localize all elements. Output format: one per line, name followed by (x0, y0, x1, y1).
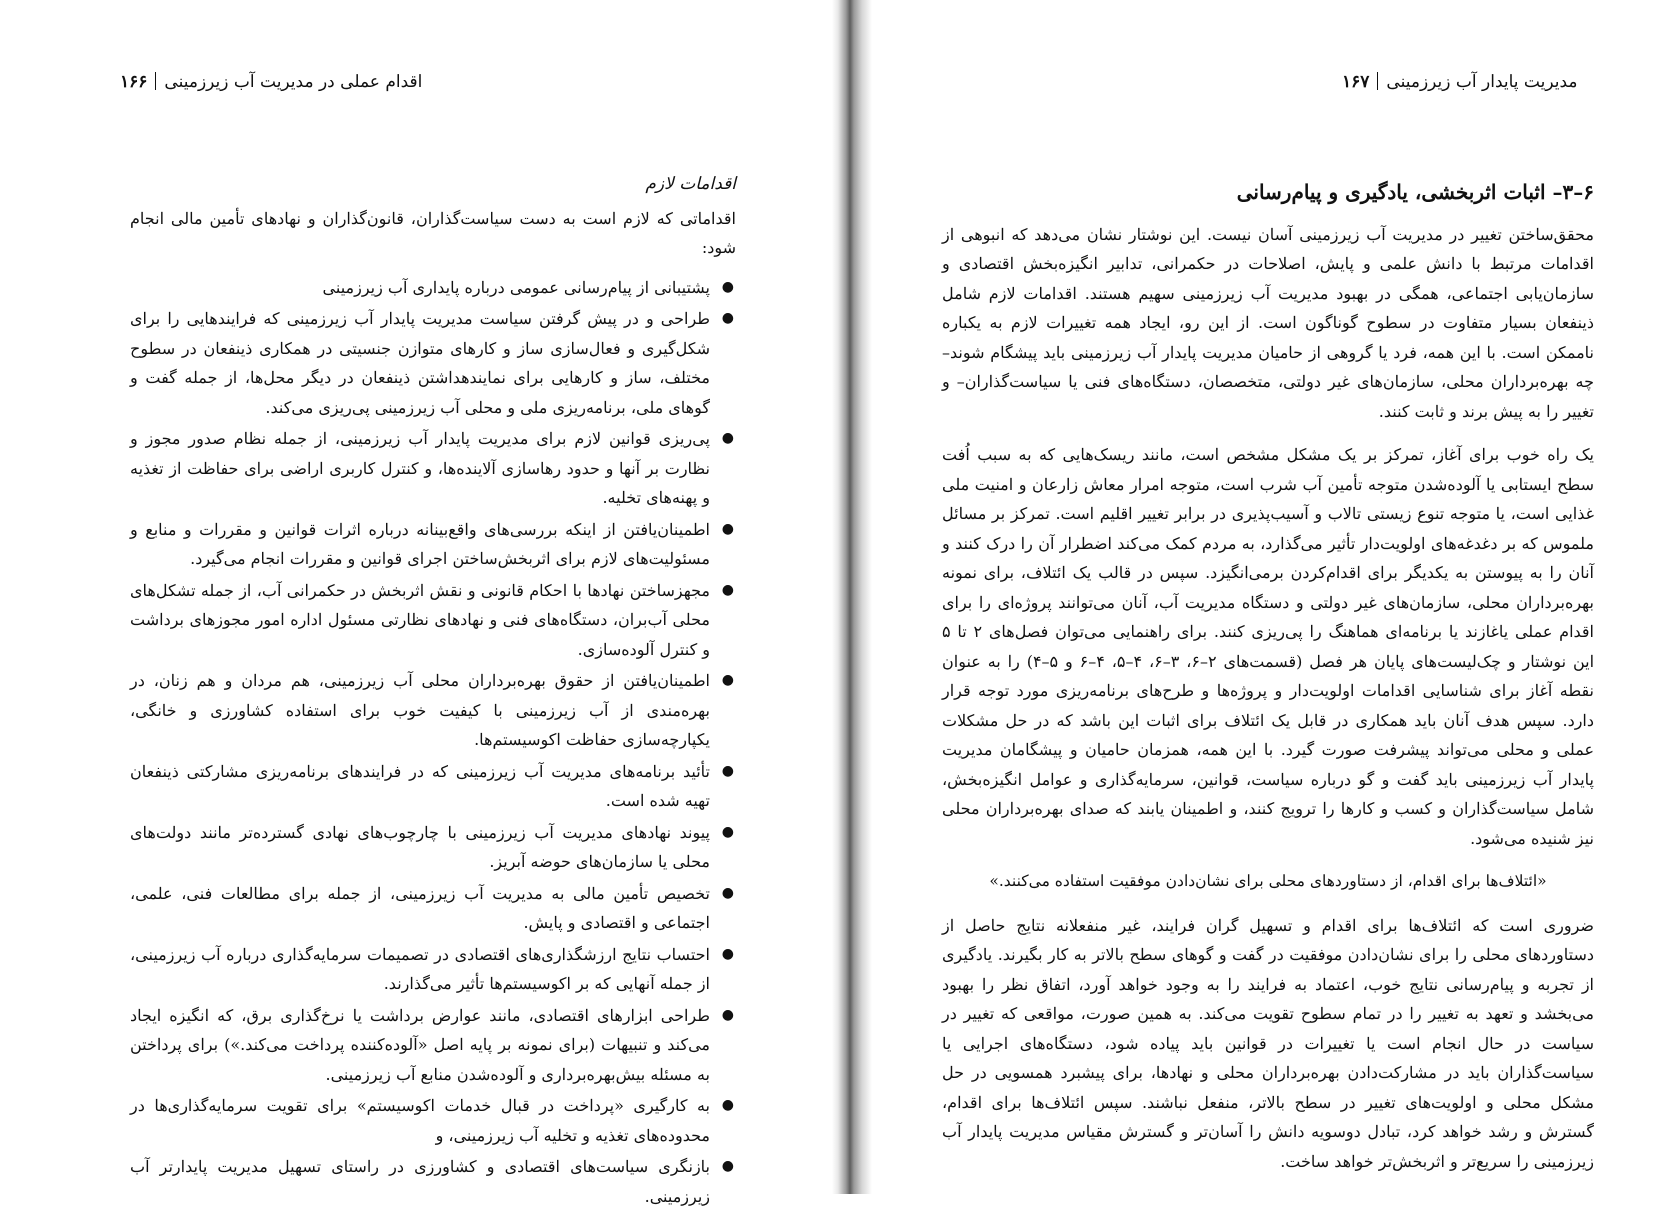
list-item-text: پیوند نهادهای مدیریت آب زیرزمینی با چارچوب‌های نهادی گسترده‌تر مانند دولت‌های محلی یا سازمان‌های حوضه آبریز. (130, 822, 710, 871)
bullet-icon: ● (721, 520, 734, 537)
list-item-text: اطمینان‌یافتن از اینکه بررسی‌های واقع‌بینانه درباره اثرات قوانین و مقررات و منابع و مسئولیت‌های لازم برای اثربخش‌ساختن اجرای قوانین و مقررات انجام می‌گیرد. (130, 519, 710, 568)
bullet-icon: ● (721, 1006, 734, 1023)
list-item (130, 424, 736, 513)
list-item-text: احتساب نتایج ارزشگذاری‌های اقتصادی در تصمیمات سرمایه‌گذاری درباره آب زیرزمینی، از جمله آنهایی که بر اکوسیستم‌ها تأثیر می‌گذارند. (130, 944, 710, 993)
bullet-icon: ● (721, 884, 734, 901)
list-item-text: مجهزساختن نهادها با احکام قانونی و نقش اثربخش در حکمرانی آب، از جمله تشکل‌های محلی آب‌بران، دستگاه‌های فنی و نهادهای نظارتی مسئول اداره امور مجوزهای برداشت و کنترل آلوده‌سازی. (130, 580, 710, 659)
list-item-text: پشتیبانی از پیام‌رسانی عمومی درباره پایداری آب زیرزمینی (322, 277, 710, 297)
list-item (130, 879, 736, 938)
list-item (130, 818, 736, 877)
list-item (130, 940, 736, 999)
list-item-text: تأئید برنامه‌های مدیریت آب زیرزمینی که در فرایندهای برنامه‌ریزی مشارکتی ذینفعان تهیه شده است. (130, 761, 710, 810)
bullet-icon: ● (721, 581, 734, 598)
page-number-right: ۱۶۷ (1342, 72, 1370, 92)
list-item (130, 515, 736, 574)
list-item (130, 1091, 736, 1150)
list-item-text: به کارگیری «پرداخت در قبال خدمات اکوسیستم» برای تقویت سرمایه‌گذاری‌ها در محدوده‌های تغذیه و تخلیه آب زیرزمینی، و (130, 1096, 710, 1145)
bullet-icon: ● (721, 310, 734, 326)
running-head-title-right: مدیریت پایدار آب زیرزمینی (1386, 72, 1578, 92)
bullet-icon: ● (721, 823, 734, 840)
list-item (130, 273, 736, 303)
list-item (130, 304, 736, 422)
bullet-list (130, 273, 736, 1212)
list-item (130, 576, 736, 665)
subheading: اقدامات لازم (645, 174, 736, 194)
bullet-icon: ● (721, 672, 734, 688)
running-head-right (1342, 72, 1578, 92)
bullet-icon: ● (721, 278, 734, 295)
list-item (130, 1001, 736, 1090)
closing-paragraph: ضروری است که ائتلاف‌ها برای اقدام و تسهیل گران فرایند، غیر منفعلانه نتایج حاصل از دستاوردهای محلی را برای نشان‌دادن موفقیت در گفت و گوهای سطح بالاتر به کار بگیرند. یادگیری از تجربه و پیام‌رسانی نتایج خوب، اعتماد به فرایند را به وجود خواهد آورد، اتفاق نظر را بهبود می‌بخشد و تعهد به تغییر را در تمام سطوح تقویت می‌کند. به همین صورت، مواقعی که تغییر در سیاست در حال انجام است یا تغییرات در قوانین باید پیاده شود، دستگاه‌های اجرایی یا سیاست‌گذاران باید در مشارکت‌دادن بهره‌برداران محلی و نهادها، برای پیشبرد همسویی در حل مشکل محلی و اولویت‌های تغییر در سطح بالاتر، منفعل نباشند. سپس ائتلاف‌ها برای اقدام، گسترش و رشد خواهد کرد، تبادل دوسویه دانش را آسان‌تر و گسترش مقیاس مدیریت پایدار آب زیرزمینی را سریع‌تر و اثربخش‌تر خواهد ساخت. (942, 915, 1595, 1171)
intro-paragraph: اقداماتی که لازم است به دست سیاست‌گذاران، قانون‌گذاران و نهادهای تأمین مالی انجام شود: (130, 208, 736, 257)
body-paragraph: یک راه خوب برای آغاز، تمرکز بر یک مشکل مشخص است، مانند ریسک‌هایی که به سبب اُفت سطح ایستابی یا آلوده‌شدن متوجه تأمین آب شرب است، متوجه امرار معاش زارعان و امنیت ملی غذایی است، یا متوجه تنوع زیستی تالاب و آسیب‌پذیری در برابر تغییر اقلیم است. تمرکز بر مسائل ملموس که بر دغدغه‌های اولویت‌دار تأثیر می‌گذارد، به مردم کمک می‌کند اضطرار آن را درک کنند و آنان را به پیوستن به یکدیگر برای اقدام‌کردن برمی‌انگیزد. سپس در قالب یک ائتلاف، برای نمونه بهره‌برداران محلی، سازمان‌های غیر دولتی و دستگاه مدیریت آب، آنان می‌توانند پروژه‌ای را برای اقدام عملی یا‌غازند یا برنامه‌ای هماهنگ را پی‌ریزی کنند. برای راهنمایی می‌توان فصل‌های ۲ تا ۵ این نوشتار و چک‌لیست‌های پایان هر فصل (قسمت‌های ۲–۶، ۳–۶، ۴–۵، ۴–۶ و ۵–۴) را به عنوان نقطه آغاز برای شناسایی اقدامات اولویت‌دار و پروژه‌ها و طرح‌های برنامه‌ریزی مورد توجه قرار دارد. سپس هدف آنان باید همکاری در قابل یک ائتلاف برای اثبات این باشد که در حل مشکلات عملی و محلی می‌تواند پیشرفت صورت گیرد. با این همه، همزمان حامیان و پیشگامان مدیریت پایدار آب زیرزمینی باید گفت و گو درباره سیاست، قوانین، سرمایه‌گذاری و عوامل انگیزه‌بخش، شامل سیاست‌گذاران و کسب و کارها را ترویج کنند، و اطمینان یابند که صدای بهره‌برداران محلی نیز شنیده می‌شود. (942, 445, 1595, 848)
list-item (130, 666, 736, 755)
left-page (0, 0, 832, 1206)
body-paragraph: محقق‌ساختن تغییر در مدیریت آب زیرزمینی آسان نیست. این نوشتار نشان می‌دهد که انبوهی از اقدامات مرتبط با دانش علمی و پایش، اصلاحات در حکمرانی، تدابیر انگیزه‌بخش اقتصادی و سازمان‌یابی اجتماعی، همگی در بهبود مدیریت آب زیرزمینی سهیم هستند. اقدامات لازم شامل ذینفعان بسیار متفاوت در سطوح گوناگون است. از این رو، ایجاد همه تغییرات لازم به یکباره ناممکن است. با این همه، فرد یا گروهی از حامیان مدیریت پایدار آب زیرزمینی باید پیشگام شوند– چه بهره‌برداران محلی، سازمان‌های غیر دولتی، متخصصان، دستگاه‌های فنی یا سیاست‌گذاران– و تغییر را به پیش برند و ثابت کنند. (942, 224, 1595, 421)
book-gutter (832, 0, 872, 1194)
left-text-block (130, 170, 736, 1213)
list-item-text: طراحی ابزارهای اقتصادی، مانند عوارض برداشت یا نرخ‌گذاری برق، که انگیزه ایجاد می‌کند و تنبیهات (برای نمونه بر پایه اصل «آلوده‌کننده پرداخت می‌کند.») برای پرداختن به مسئله بیش‌بهره‌برداری و آلوده‌شدن منابع آب زیرزمینی. (130, 1005, 710, 1084)
list-item (130, 1152, 736, 1211)
right-page (872, 0, 1668, 1194)
running-head-divider (1377, 72, 1378, 90)
running-head-left (120, 72, 423, 92)
running-head-divider (155, 72, 156, 90)
list-item-text: بازنگری سیاست‌های اقتصادی و کشاورزی در راستای تسهیل مدیریت پایدارتر آب زیرزمینی. (130, 1157, 710, 1206)
list-item-text: پی‌ریزی قوانین لازم برای مدیریت پایدار آب زیرزمینی، از جمله نظام صدور مجوز و نظارت بر آنها و حدود رهاسازی آلاینده‌ها، و کنترل کاربری اراضی برای حفاظت از تغذیه و پهنه‌های تخلیه. (130, 429, 710, 507)
section-title: ۶–۳– اثبات اثربخشی، یادگیری و پیام‌رسانی (1236, 180, 1594, 204)
list-item-text: تخصیص تأمین مالی به مدیریت آب زیرزمینی، از جمله برای مطالعات فنی، علمی، اجتماعی و اقتصادی و پایش. (130, 883, 710, 932)
bullet-icon: ● (721, 1097, 734, 1113)
right-text-block (942, 178, 1594, 1190)
pull-quote: «ائتلاف‌ها برای اقدام، از دستاوردهای محلی برای نشان‌دادن موفقیت استفاده می‌کنند.» (989, 872, 1547, 890)
bullet-icon: ● (721, 762, 734, 779)
list-item-text: طراحی و در پیش گرفتن سیاست مدیریت پایدار آب زیرزمینی که فرایندهایی را برای شکل‌گیری و فعال‌سازی ساز و کارهای متوازن جنسیتی در همکاری ذینفعان در سطوح مختلف، ساز و کارهایی برای نمایندهداشتن ذینفعان در دیگر محل‌ها، از جمله گفت و گوهای ملی، برنامه‌ریزی ملی و محلی آب زیرزمینی پی‌ریزی می‌کند. (130, 309, 710, 417)
page-number-left: ۱۶۶ (120, 72, 148, 92)
list-item-text: اطمینان‌یافتن از حقوق بهره‌برداران محلی آب زیرزمینی، هم مردان و هم زنان، در بهره‌مندی از آب زیرزمینی با کیفیت خوب برای استفاده کشاورزی و خانگی، یکپارچه‌سازی حفاظت اکوسیستم‌ها. (130, 671, 710, 749)
list-item (130, 757, 736, 816)
bullet-icon: ● (721, 1158, 734, 1174)
bullet-icon: ● (721, 945, 734, 962)
running-head-title-left: اقدام عملی در مدیریت آب زیرزمینی (164, 72, 423, 92)
bullet-icon: ● (721, 430, 734, 446)
